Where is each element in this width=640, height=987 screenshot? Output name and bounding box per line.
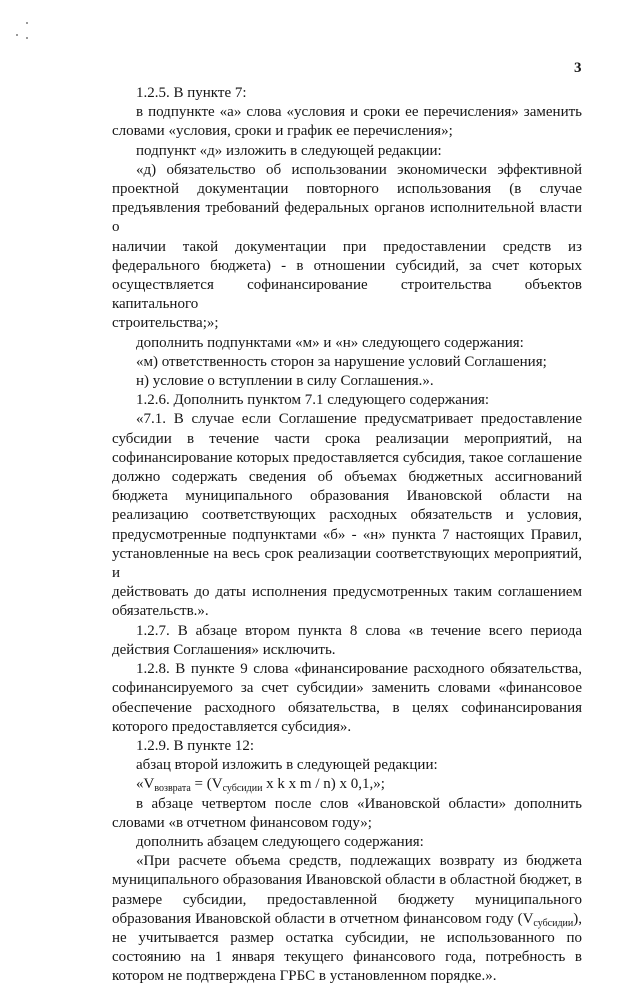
text-line: «7.1. В случае если Соглашение предусматривает предоставление — [136, 411, 582, 428]
document-body — [112, 84, 582, 987]
text-line: софинансирование которых предоставляется субсидия, такое соглашение — [112, 449, 582, 466]
text-line: «д) обязательство об использовании экономически эффективной — [136, 161, 582, 178]
text-line: абзац второй изложить в следующей редакции: — [136, 757, 438, 774]
text-line: реализацию соответствующих расходных обязательств и условия, — [112, 507, 582, 524]
text-line: обеспечение расходного обязательства, в целях софинансирования — [112, 699, 582, 716]
text-line: наличии такой документации при предоставлении средств из — [112, 238, 582, 255]
text-line: размере субсидии, предоставленной бюджету муниципального — [112, 891, 582, 908]
text-line: в абзаце четвертом после слов «Ивановской области» дополнить — [136, 795, 582, 812]
text-line: субсидии в течение части срока реализации мероприятий, на — [112, 430, 582, 447]
text-line: действовать до даты исполнения предусмотренных таким соглашением — [112, 584, 582, 601]
text-line: софинансируемого за счет субсидии» заменить словами «финансовое — [112, 680, 582, 697]
text-line: осуществляется софинансирование строительства объектов капитального — [112, 277, 582, 313]
text-line: 1.2.5. В пункте 7: — [136, 85, 247, 101]
text-line: предъявления требований федеральных органов исполнительной власти о — [112, 200, 582, 236]
text-line: муниципального образования Ивановской области в областной бюджет, в — [112, 872, 582, 889]
text-line: состоянию на 1 января текущего финансового года, потребность в — [112, 949, 582, 966]
text-line: действия Соглашения» исключить. — [112, 641, 336, 658]
text-line: предусмотренные подпунктами «б» - «н» пункта 7 настоящих Правил, — [112, 526, 582, 543]
scan-specks — [12, 22, 42, 42]
text-line: 1.2.9. В пункте 12: — [136, 737, 255, 754]
paragraph-group-2 — [112, 795, 582, 910]
page-number: 3 — [574, 60, 582, 76]
text-line: «При расчете объема средств, подлежащих возврату из бюджета — [136, 853, 582, 870]
text-line: дополнить подпунктами «м» и «н» следующего содержания: — [136, 334, 524, 351]
text-line: дополнить абзацем следующего содержания: — [136, 833, 424, 850]
text-line: словами «условия, сроки и график ее перечисления»; — [112, 123, 453, 140]
text-line: н) условие о вступлении в силу Соглашения.». — [136, 373, 434, 390]
text-line: 1.2.6. Дополнить пунктом 7.1 следующего содержания: — [136, 392, 490, 409]
text-line: не учитывается размер остатка субсидии, не использованного по — [112, 929, 582, 946]
text-line: проектной документации повторного использования (в случае — [112, 181, 582, 198]
text-line: которого предоставляется субсидия». — [112, 718, 352, 735]
text-line: подпункт «д» изложить в следующей редакции: — [136, 142, 442, 159]
text-line: в подпункте «а» слова «условия и сроки ее перечисления» заменить — [136, 104, 582, 121]
text-line: установленные на весь срок реализации соответствующих мероприятий, и — [112, 545, 582, 582]
text-line: словами «в отчетном финансовом году»; — [112, 814, 372, 831]
text-line: 1.2.7. В абзаце втором пункта 8 слова «в течение всего периода — [136, 622, 582, 639]
text-line: «м) ответственность сторон за нарушение условий Соглашения; — [136, 353, 547, 370]
formula-line: «$V_{возврата} = (V_{субсидии}$ x k x m / n) x 0,1,»; — [136, 776, 385, 795]
text-line: обязательств.». — [112, 603, 209, 620]
text-line: федерального бюджета) - в отношении субсидий, за счет которых — [112, 257, 582, 274]
subsidy-line: образования Ивановской области в отчетном финансовом году $(V_{субсидии})$, — [112, 910, 582, 929]
text-line: котором не подтверждена ГРБС в установленном порядке.». — [112, 968, 497, 985]
paragraph-group-3 — [112, 929, 582, 987]
text-line: строительства;»; — [112, 315, 219, 332]
paragraph-group-1 — [112, 84, 582, 775]
text-line: должно содержать сведения об объемах бюджетных ассигнований — [112, 469, 582, 486]
text-line: бюджета муниципального образования Ивановской области на — [112, 488, 582, 505]
text-line: 1.2.8. В пункте 9 слова «финансирование расходного обязательства, — [136, 661, 582, 678]
